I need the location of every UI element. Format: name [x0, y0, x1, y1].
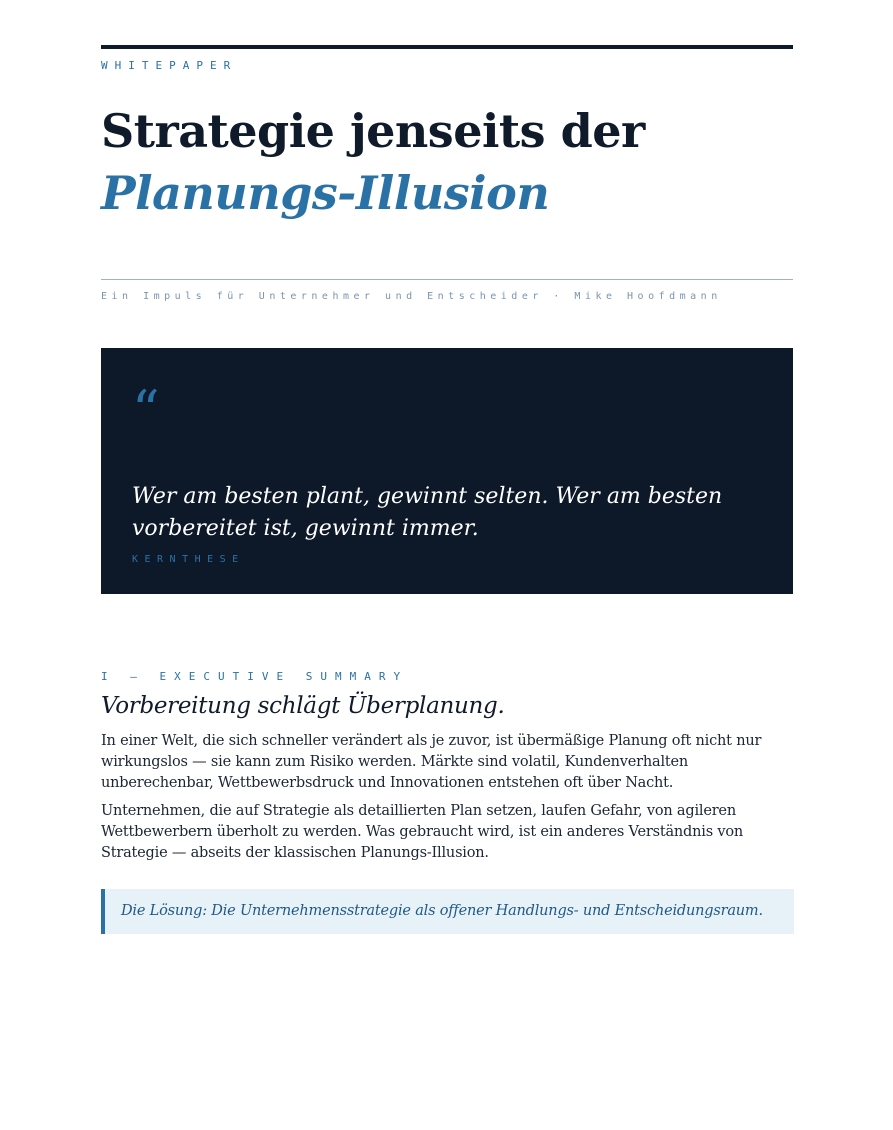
byline: Ein Impuls für Unternehmer und Entscheider · Mike Hoofdmann: [101, 291, 722, 302]
summary-paragraph-1: In einer Welt, die sich schneller verändert als je zuvor, ist übermäßige Planung oft nicht nur wirkungslos — sie kann zum Risiko werden. Märkte sind volatil, Kundenverhalten unberechenbar, Wettbewerbsdruck und Innovationen entstehen oft über Nacht.: [101, 733, 762, 791]
quote-text: Wer am besten plant, gewinnt selten. Wer am besten vorbereitet ist, gewinnt immer.: [132, 484, 723, 541]
solution-callout: [101, 889, 794, 934]
title-line-2: Planungs-Illusion: [101, 166, 550, 220]
section-heading: Vorbereitung schlägt Überplanung.: [101, 693, 505, 719]
document-kicker: WHITEPAPER: [101, 59, 238, 72]
solution-callout-text: Die Lösung: Die Unternehmensstrategie als offener Handlungs- und Entscheidungsraum.: [121, 903, 763, 919]
quote-mark-icon: “: [132, 379, 160, 442]
section-label: I — EXECUTIVE SUMMARY: [101, 670, 409, 683]
summary-paragraph-2: Unternehmen, die auf Strategie als detaillierten Plan setzen, laufen Gefahr, von agileren Wettbewerbern überholt zu werden. Was gebraucht wird, ist ein anderes Verständnis von Strategie — abseits der klassischen Planungs-Illusion.: [101, 803, 744, 861]
title-line-1: Strategie jenseits der: [101, 104, 645, 158]
byline-rule: [101, 279, 793, 280]
top-rule: [101, 45, 793, 49]
quote-label: KERNTHESE: [132, 554, 245, 565]
